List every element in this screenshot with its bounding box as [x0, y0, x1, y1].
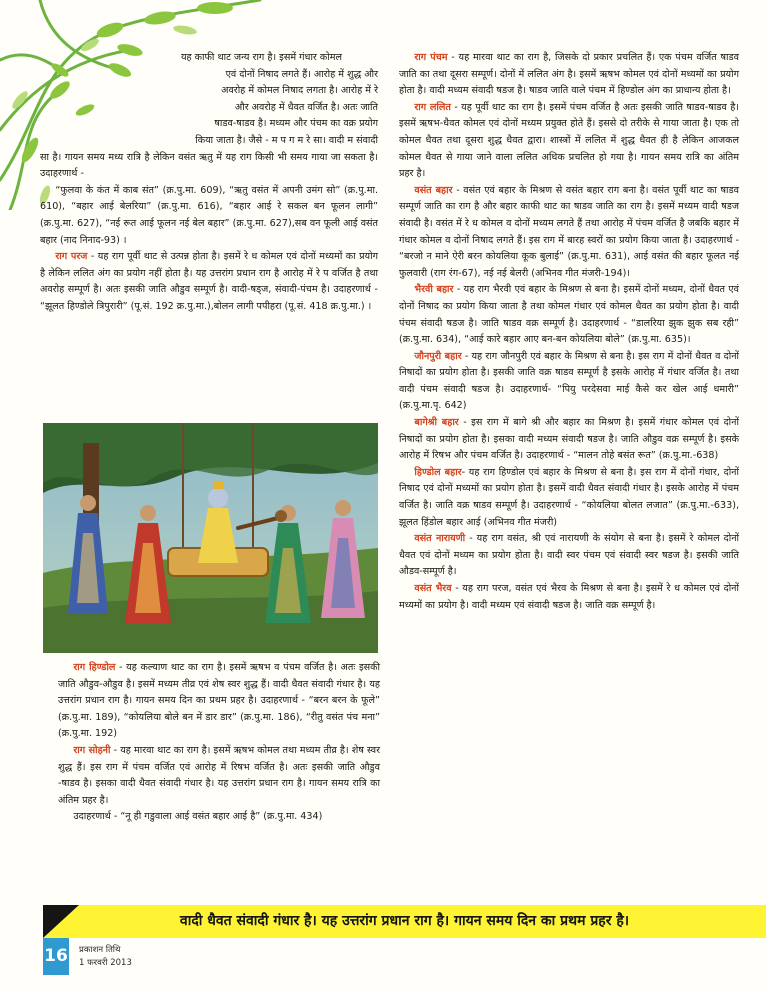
- paragraph: सा है। गायन समय मध्य रात्रि है लेकिन वसंत ऋतु में यह राग किसी भी समय गाया जा सकता है। उदाहरणार्थ -: [40, 151, 378, 180]
- raag-hindol-paragraph: [58, 660, 380, 743]
- left-column-bottom: [58, 660, 380, 826]
- raag-title: वसंत बहार: [414, 184, 453, 196]
- raag-paraj-paragraph: [40, 249, 378, 315]
- raag-lalit-paragraph: [399, 100, 739, 183]
- raag-title: बागेश्री बहार: [414, 417, 459, 429]
- examples-paragraph: उदाहरणार्थ - “नू ही गडुवाला आई वसंत बहार आई है” (क्र.पु.मा. 434): [73, 811, 323, 823]
- raag-description: - इस राग में बागे श्री और बहार का मिश्रण है। इसमें गंधार कोमल एवं दोनों निषादों का प्रयोग होता है। इसका वादी मध्यम संवादी षडज है। जाति औडुव वक्र सम्पूर्ण है। इसके आरोह में रिषभ और पंचम वर्जित है। उदाहरणार्थ - “मालन तोहे बसंत रूत” (क्र.पु.मा.-638): [399, 417, 739, 462]
- raag-description: - यह राग वसंत, श्री एवं नारायणी के संयोग से बना है। इसमें रे कोमल दोनों धैवत एवं दोनों मध्यम का प्रयोग होता है। वादी स्वर पंचम एवं संवादी स्वर षडज है। इसकी जाति औडव-सम्पूर्ण है।: [399, 533, 739, 578]
- raag-description: - यह मारवा थाट का राग है। इसमें ऋषभ कोमल तथा मध्यम तीव्र है। शेष स्वर शुद्ध हैं। इस राग में पंचम वर्जित एवं आरोह में रिषभ वर्जित है। अतः इसकी जाति औडुव -षाडव है। इसका वादी धैवत संवादी गंधार है। यह उत्तरांग प्रधान राग है। गायन समय रात्रि का अंतिम प्रहर है।: [58, 744, 380, 806]
- examples-paragraph: “फुलवा के कंत में काब संत” (क्र.पु.मा. 609), “ऋतु वसंत में अपनी उमंग सो” (क्र.पु.मा. 610), “बहार आई बेलरिया” (क्र.पु.मा. 616), “बहार आई रे सकल बन फूलन लागी” (क्र.पु.मा. 627), “नई रूत आई फूलन नई बेल बहार” (क्र.पु.मा. 627),सब वन फूली आई वसंत बहार (नाद निनाद-93) ।: [40, 184, 378, 246]
- raag-title: राग परज: [55, 251, 88, 263]
- bageshri-bahar-paragraph: [399, 415, 739, 465]
- right-column: [399, 50, 739, 614]
- raag-title: भैरवी बहार: [414, 284, 454, 296]
- raag-description: - यह राग हिण्डोल एवं बहार के मिश्रण से बना है। इस राग में दोनों गंधार, दोनों निषाद एवं दोनों मध्यमों का प्रयोग होता है। इसमें वादी धैवत संवादी गंधार है। इसके आरोह में पंचम वर्जित है। जाति वक्र षाडव सम्पूर्ण है। उदाहरणार्थ - “कोयलिया बोलत लजात” (क्र.पु.मा.-633), झूलत हिंडोल बहार आई (अभिनव गीत मंजरी): [399, 466, 739, 528]
- raag-description: - यह पूर्वी थाट का राग है। इसमें पंचम वर्जित है अतः इसकी जाति षाडव-षाडव है। इसमें ऋषभ-धैवत कोमल एवं दोनों मध्यम प्रयुक्त होते हैं। इससे दो तरीके से गाया जाता है। एक तो कोमल धैवत तथा दूसरा शुद्ध धैवत द्वारा। शास्त्रों में ललित में शुद्ध धैवत ही है लेकिन आजकल कोमल धैवत से गाया जाने वाला ललित अधिक प्रचलित हो गया है। गायन समय रात्रि का अंतिम प्रहर है।: [399, 101, 739, 180]
- text-line: षाडव-षाडव है। मध्यम और पंचम का वक्र प्रयोग: [214, 118, 378, 130]
- continued-paragraph: [40, 50, 378, 150]
- raag-description: - यह राग पूर्वी थाट से उत्पन्न होता है। इसमें रे ध कोमल एवं दोनों मध्यमों का प्रयोग है लेकिन ललित अंग का प्रयोग नहीं होता है। यह उत्तरांग प्रधान राग है आरोह में रे प वर्जित है तथा अवरोह सम्पूर्ण है। अतः इसकी जाति औडुव सम्पूर्ण है। वादी-षड्ज, संवादी-पंचम है। उदाहरणार्थ - “झूलत हिण्डोले त्रिपुरारी” (पू.सं. 192 क्र.पु.मा.),बोलन लागी पपीहरा (पू.सं. 418 क्र.पु.मा.) ।: [40, 251, 378, 312]
- raag-title: राग ललित: [414, 101, 451, 113]
- text-line: अवरोह में कोमल निषाद लगता है। आरोह में रे: [221, 85, 378, 97]
- raag-description: - यह राग परज, वसंत एवं भैरव के मिश्रण से बना है। इसमें रे ध कोमल एवं दोनों मध्यमों का प्रयोग है। वादी मध्यम एवं संवादी षडज है। जाति वक्र सम्पूर्ण है।: [399, 583, 739, 611]
- raag-title: राग हिण्डोल: [73, 662, 116, 673]
- raag-sohni-paragraph: [58, 743, 380, 809]
- krishna-jhula-painting: [43, 423, 378, 653]
- pull-quote-text: वादी धैवत संवादी गंधार है। यह उत्तरांग प्रधान राग है। गायन समय दिन का प्रथम प्रहर है।: [179, 913, 630, 929]
- raag-pancham-paragraph: [399, 50, 739, 100]
- vasant-bahar-paragraph: [399, 183, 739, 283]
- raag-description: - यह कल्याण थाट का राग है। इसमें ऋषभ व पंचम वर्जित है। अतः इसकी जाति औडुव-औडुव है। इसमें मध्यम तीव्र एवं शेष स्वर शुद्ध हैं। वादी धैवत संवादी गंधार है। यह उत्तरांग प्रधान राग है। गायन समय दिन का प्रथम प्रहर है। उदाहरणार्थ - “बरन बरन के फूले” (क्र.पु.मा. 189), “कोयलिया बोले बन में डार डार” (क्र.पु.मा. 186), “रीतु वसंत पंच मना” (क्र.पु.मा. 192): [58, 662, 380, 740]
- bhairavi-bahar-paragraph: [399, 282, 739, 348]
- page-number: 16: [43, 938, 69, 975]
- text-line: यह काफी थाट जन्य राग है। इसमें गंधार कोमल: [180, 52, 342, 63]
- hindol-bahar-paragraph: [399, 465, 739, 531]
- raag-title: वसंत नारायणी: [414, 533, 466, 545]
- raag-description: - यह राग भैरवी एवं बहार के मिश्रण से बना है। इसमें दोनों मध्यम, दोनों धैवत एवं दोनों निषाद का प्रयोग किया जाता है तथा कोमल गंधार एवं कोमल धैवत का प्रयोग होता है। वादी पंचम संवादी षडज है। जाति षाडव वक्र सम्पूर्ण है। उदाहरणार्थ - “डालरिया झुक झुक सब रही” (क्र.पु.मा. 634), “आई कारे बहार आए बन-बन कोयलिया बोले” (क्र.पु.मा. 635)।: [399, 284, 739, 346]
- text-line: और अवरोह में धैवत वर्जित है। अतः जाति: [234, 101, 378, 113]
- raag-description: - यह मारवा थाट का राग है, जिसके दो प्रकार प्रचलित हैं। एक पंचम वर्जित षाडव जाति का तथा दूसरा सम्पूर्ण। दोनों में ललित अंग है। इसमें ऋषभ कोमल एवं दोनों मध्यमों का प्रयोग होता है। वादी मध्यम संवादी षडज है। षाडव जाति वाले पंचम में हिण्डोल अंग का प्राधान्य होता है।: [399, 52, 740, 97]
- magazine-name: प्रकाशन तिथि: [79, 945, 121, 955]
- raag-title: जौनपुरी बहार: [414, 350, 462, 362]
- raag-title: हिण्डोल बहार: [414, 466, 462, 478]
- raag-title: राग पंचम: [414, 52, 448, 63]
- raag-title: वसंत भैरव: [414, 583, 452, 594]
- left-column-top: [40, 50, 378, 316]
- raag-description: - यह राग जौनपुरी एवं बहार के मिश्रण से बना है। इस राग में दोनों धैवत व दोनों निषादों का प्रयोग होता है। इसकी जाति वक्र षाडव सम्पूर्ण है इसके आरोह में गंधार वर्जित है। तथा वादी पंचम संवादी षडज है। उदाहरणार्थ- “पियु परदेसवा माई कैसे कर खेल आई धमारी” (क्र.पु.मा.पृ. 642): [399, 350, 739, 412]
- text-line: एवं दोनों निषाद लगते हैं। आरोह में शुद्ध और: [225, 68, 378, 80]
- pull-quote-banner: [43, 905, 766, 938]
- vasant-bhairav-paragraph: [399, 581, 739, 614]
- jaunpuri-bahar-paragraph: [399, 349, 739, 415]
- vasant-narayani-paragraph: [399, 531, 739, 581]
- raag-title: राग सोहनी: [73, 744, 111, 756]
- issue-date: 1 फरवरी 2013: [79, 958, 132, 968]
- text-line: किया जाता है। जैसे - म प ग म रे सा। वादी म संवादी: [195, 134, 378, 146]
- raag-description: - वसंत एवं बहार के मिश्रण से वसंत बहार राग बना है। वसंत पूर्वी थाट का षाडव सम्पूर्ण जाति का राग है और बहार काफी थाट का षाडव जाति का राग है। इसमें मध्यम वादी षडज संवादी है। वसंत में रे ध कोमल व दोनों मध्यम लगते हैं तथा आरोह में पंचम वर्जित है जबकि बहार में गंधार कोमल व दोनों निषाद लगते हैं। इस राग में बारह स्वरों का प्रयोग किया जाता है। उदाहरणार्थ - “बरजो न माने ऐरी बरन कोयलिया कूक बुलाई” (क्र.पु.मा. 631), आई वसंत की बहार फूलत नई फुलवारी (राग रंग-67), नई नई बेलरी (अभिनव गीत मंजरी-194)।: [399, 184, 740, 279]
